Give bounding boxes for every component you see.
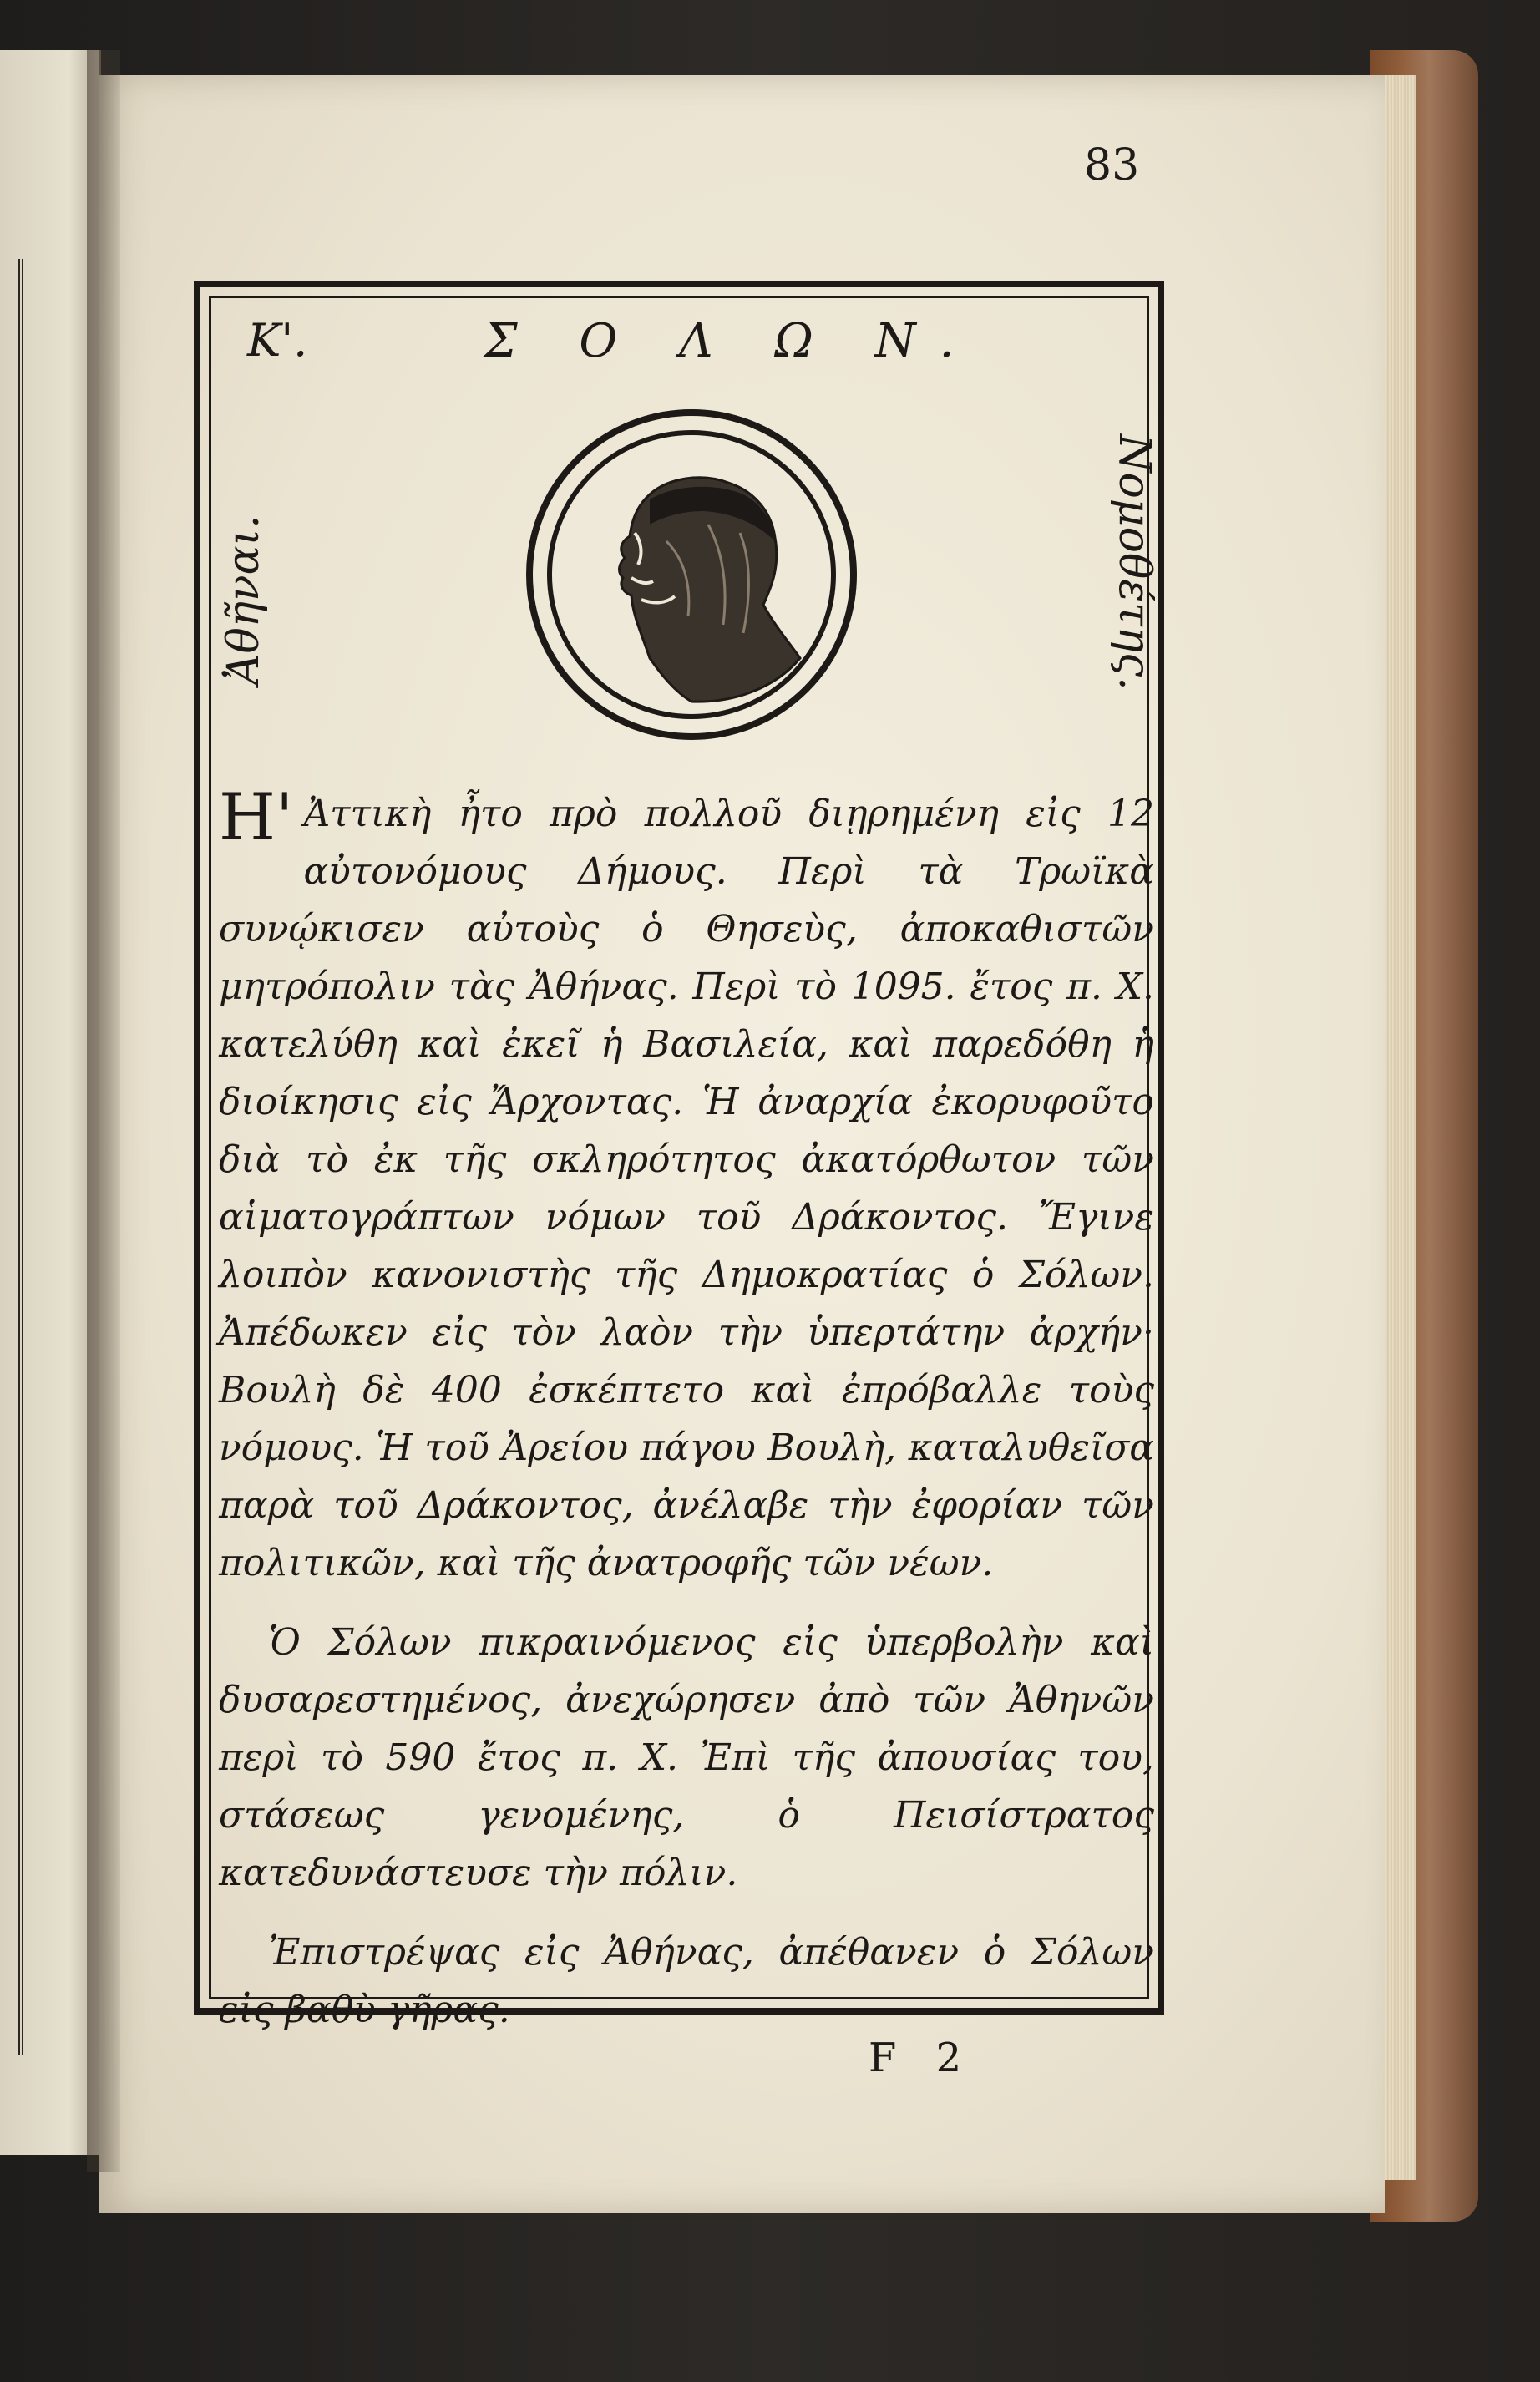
portrait-medallion-icon <box>524 408 859 742</box>
drop-initial: Η' <box>219 780 294 855</box>
signature-mark: F 2 <box>869 2035 975 2081</box>
paragraph-3: Ἐπιστρέψας εἰς Ἀθήνας, ἀπέθανεν ὁ Σόλων εἰς βαθὺ γῆρας. <box>219 1931 1154 2031</box>
side-label-right: Νομοθέτης. <box>1109 434 1159 691</box>
gutter-shadow <box>87 50 120 2172</box>
paragraph-1 <box>219 780 1154 1592</box>
body-text <box>219 780 1154 2039</box>
left-page-frame <box>0 259 23 2055</box>
page-number: 83 <box>1084 140 1140 190</box>
paragraph-2: Ὁ Σόλων πικραινόμενος εἰς ὑπερβολὴν καὶ δυσαρεστημένος, ἀνεχώρησεν ἀπὸ τῶν Ἀθηνῶν περὶ τὸ 590 ἔτος π. Χ. Ἐπὶ τῆς ἀπουσίας του, στάσεως γενομένης, ὁ Πεισίστρατος κατεδυνάστευσε τὴν πόλιν. <box>219 1621 1154 1894</box>
left-page <box>0 50 101 2155</box>
page-title: Σ Ο Λ Ω Ν. <box>484 314 978 368</box>
paragraph-1-text: Ἀττικὴ ἦτο πρὸ πολλοῦ διῃρημένη εἰς 12 αὐτονόμους Δήμους. Περὶ τὰ Τρωϊκὰ συνῴκισεν αὐτοὺς ὁ Θησεὺς, ἀποκαθιστῶν μητρόπολιν τὰς Ἀθήνας. Περὶ τὸ 1095. ἔτος π. Χ. κατελύθη καὶ ἐκεῖ ἡ Βασιλεία, καὶ παρεδόθη ἡ διοίκησις εἰς Ἄρχοντας. Ἡ ἀναρχία ἐκορυφοῦτο διὰ τὸ ἐκ τῆς σκληρότητος ἀκατόρθωτον τῶν αἱματογράπτων νόμων τοῦ Δράκοντος. Ἔγινε λοιπὸν κανονιστὴς τῆς Δημοκρατίας ὁ Σόλων. Ἀπέδωκεν εἰς τὸν λαὸν τὴν ὑπερτάτην ἀρχήν· Βουλὴ δὲ 400 ἐσκέπτετο καὶ ἐπρόβαλλε τοὺς νόμους. Ἡ τοῦ Ἀρείου πάγου Βουλὴ, καταλυθεῖσα παρὰ τοῦ Δράκοντος, ἀνέλαβε τὴν ἐφορίαν τῶν πολιτικῶν, καὶ τῆς ἀνατροφῆς τῶν νέων. <box>219 793 1154 1584</box>
section-letter: Κ'. <box>247 314 308 367</box>
side-label-left: Ἀθῆναι. <box>219 514 269 685</box>
